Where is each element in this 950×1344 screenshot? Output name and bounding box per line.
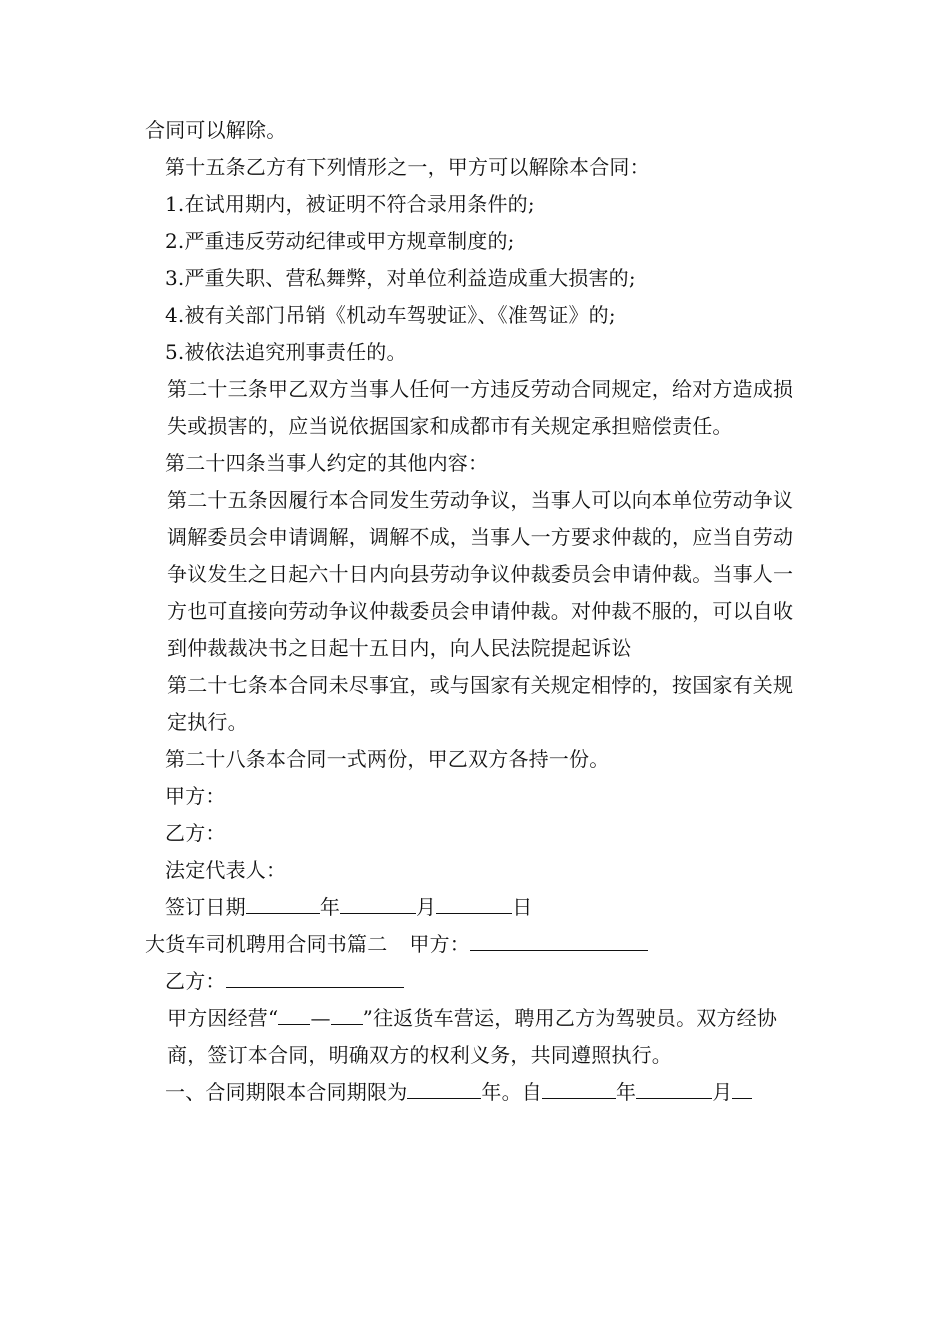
year-label: 年 [319,895,341,919]
month-blank [340,891,416,914]
route-from-blank [278,1002,310,1025]
section-2-party-b [145,963,811,1000]
article-15: 第十五条乙方有下列情形之一，甲方可以解除本合同： [165,155,650,179]
term-month-label: 月 [712,1080,733,1104]
article-28: 第二十八条本合同一式两份，甲乙双方各持一份。 [165,747,610,771]
section-2-header [145,926,811,963]
legal-representative: 法定代表人： [165,858,287,882]
section-2-party-b-label: 乙方： [165,969,226,993]
month-label: 月 [416,895,437,919]
article-15-item-2: 2.严重违反劳动纪律或甲方规章制度的; [165,229,515,253]
intro-part-1: 甲方因经营“ [167,1006,279,1030]
year-blank [246,891,320,914]
section-2-party-a-label: 甲方： [409,932,471,956]
start-year-blank [542,1076,616,1099]
term-year-from: 年。自 [481,1080,543,1104]
start-day-blank [732,1076,752,1099]
route-dash: — [310,1006,331,1030]
day-blank [436,891,512,914]
sign-date-line [145,889,811,926]
party-a-blank [470,928,648,951]
section-2-intro [145,1000,811,1074]
article-15-item-5: 5.被依法追究刑事责任的。 [165,340,407,364]
article-24: 第二十四条当事人约定的其他内容： [165,451,489,475]
party-b-blank [226,965,404,988]
intro-part-2: ”往返货车营运，聘用乙方为驾驶员。双方经协商，签订本合同，明确双方的权利义务，共同遵照执行。 [167,1006,778,1067]
article-27: 第二十七条本合同未尽事宜，或与国家有关规定相悖的，按国家有关规定执行。 [167,673,794,734]
article-15-item-3: 3.严重失职、营私舞弊，对单位利益造成重大损害的; [165,266,636,290]
contract-term-line [145,1074,811,1111]
article-15-item-4: 4.被有关部门吊销《机动车驾驶证》、《准驾证》的; [165,303,616,327]
sign-date-label: 签订日期 [165,895,246,919]
party-b-signature: 乙方： [165,821,226,845]
day-label: 日 [512,895,533,919]
term-year-label: 年 [616,1080,637,1104]
article-25: 第二十五条因履行本合同发生劳动争议，当事人可以向本单位劳动争议调解委员会申请调解，调解不成，当事人一方要求仲裁的，应当自劳动争议发生之日起六十日内向县劳动争议仲裁委员会申请仲裁。当事人一方也可直接向劳动争议仲裁委员会申请仲裁。对仲裁不服的，可以自收到仲裁裁决书之日起十五日内，向人民法院提起诉讼 [167,488,794,660]
contract-body [145,112,811,1111]
section-2-title: 大货车司机聘用合同书篇二 [145,932,388,956]
paragraph-continuation: 合同可以解除。 [145,118,287,142]
article-15-item-1: 1.在试用期内，被证明不符合录用条件的; [165,192,535,216]
start-month-blank [636,1076,712,1099]
route-to-blank [331,1002,363,1025]
article-23: 第二十三条甲乙双方当事人任何一方违反劳动合同规定，给对方造成损失或损害的，应当说依据国家和成都市有关规定承担赔偿责任。 [167,377,794,438]
term-years-blank [407,1076,481,1099]
term-part-1: 一、合同期限本合同期限为 [165,1080,408,1104]
party-a-signature: 甲方： [165,784,226,808]
